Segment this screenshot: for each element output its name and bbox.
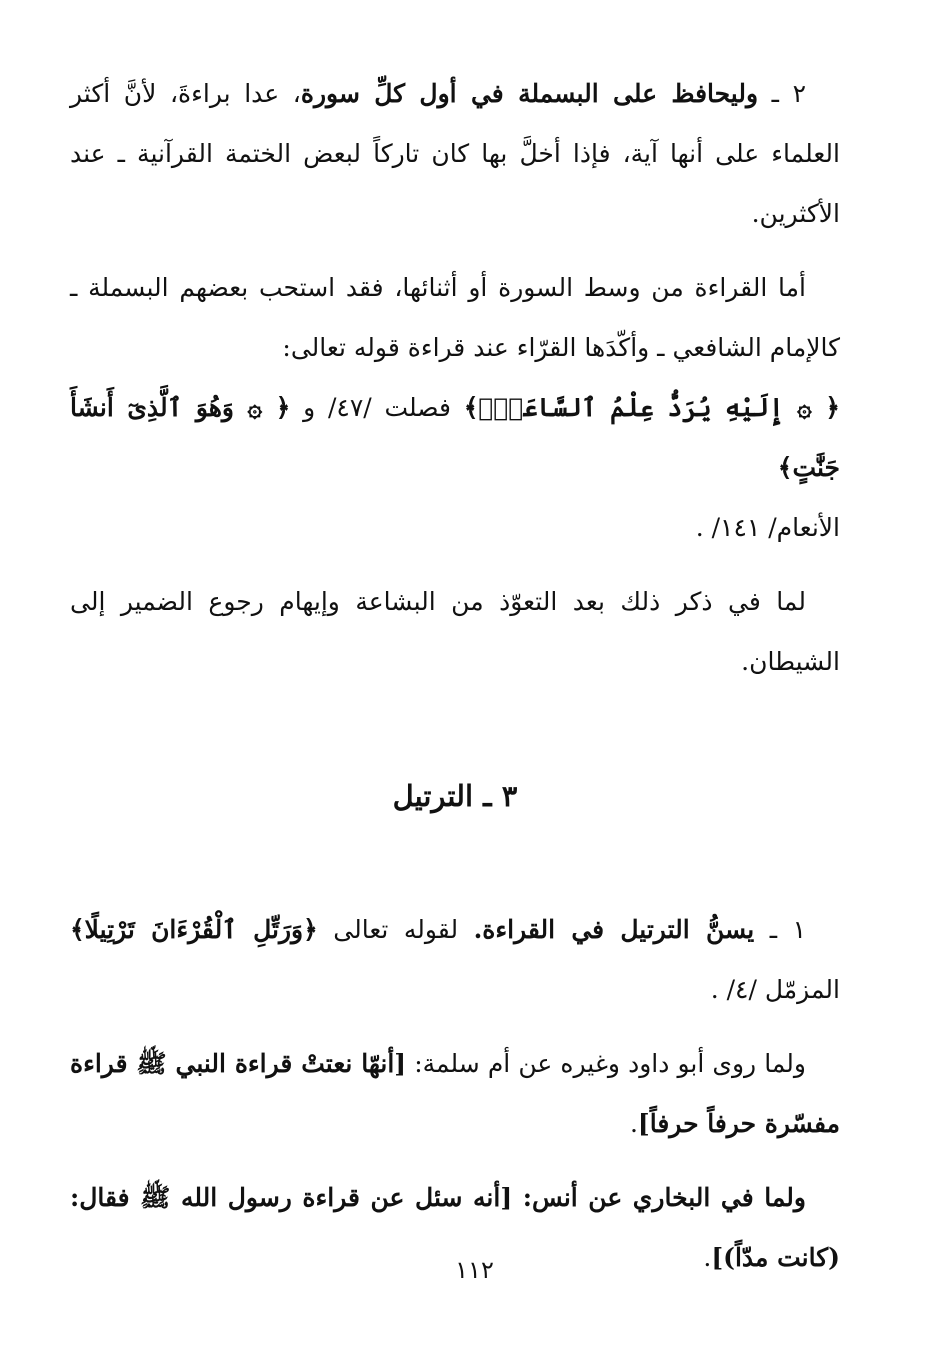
paragraph-text: لقوله تعالى bbox=[317, 915, 474, 944]
verse-reference-line bbox=[70, 498, 840, 558]
item-number: ١ ـ bbox=[754, 915, 806, 944]
paragraph-umm-salama bbox=[70, 1034, 840, 1154]
spacer bbox=[70, 558, 840, 572]
paragraph-middle-reading bbox=[70, 258, 840, 378]
punctuation: . bbox=[703, 1243, 712, 1272]
quran-verse-anam: ﴿ ۞ وَهُوَ ٱلَّذِىٓ أَنشَأَ جَنَّٰتٍ﴾ bbox=[70, 393, 840, 482]
spacer bbox=[70, 244, 840, 258]
verse-reference: فصلت /٤٧/ و bbox=[290, 393, 464, 422]
paragraph-text: أما القراءة من وسط السورة أو أثنائها، فقد استحب بعضهم البسملة ـ كالإمام الشافعي ـ وأكّدَها القرّاء عند قراءة قوله تعالى: bbox=[70, 273, 840, 362]
paragraph-basmala bbox=[70, 64, 840, 244]
bold-rule: يسنُّ الترتيل في القراءة. bbox=[473, 915, 755, 944]
page-body bbox=[70, 64, 840, 1288]
bold-rule: وليحافظ على البسملة في أول كلِّ سورة bbox=[300, 79, 759, 108]
spacer bbox=[70, 692, 840, 766]
hadith-quote: ولما في البخاري عن أنس: [أنه سئل عن قراءة رسول الله ﷺ فقال: (كانت مدّاً)] bbox=[70, 1183, 840, 1272]
hadith-quote: [أنهّا نعتتْ قراءة النبي ﷺ قراءة مفسّرة حرفاً حرفاً] bbox=[70, 1049, 840, 1138]
verse-reference: المزمّل /٤/ . bbox=[710, 975, 840, 1004]
spacer bbox=[70, 1020, 840, 1034]
paragraph-tarteel bbox=[70, 900, 840, 1020]
spacer bbox=[70, 826, 840, 900]
spacer bbox=[70, 1154, 840, 1168]
paragraph-text: ولما روى أبو داود وغيره عن أم سلمة: bbox=[406, 1049, 807, 1078]
verse-reference: الأنعام/ ١٤١/ . bbox=[695, 513, 840, 542]
paragraph-reason bbox=[70, 572, 840, 692]
quran-verse-fussilat: ﴿ ۞ إِلَيْهِ يُرَدُّ عِلْمُ ٱلسَّاعَةِۚ﴾ bbox=[463, 393, 841, 422]
paragraph-text: لما في ذكر ذلك بعد التعوّذ من البشاعة وإيهام رجوع الضمير إلى الشيطان. bbox=[70, 587, 840, 676]
paragraph-text: ، عدا براءةَ، لأنَّ أكثر العلماء على أنها آية، فإذا أخلَّ بها كان تاركاً لبعض الختمة القرآنية ـ عند الأكثرين. bbox=[70, 79, 840, 228]
verse-citation-line bbox=[70, 378, 840, 498]
page-number: ١١٢ bbox=[455, 1256, 494, 1284]
punctuation: . bbox=[629, 1109, 638, 1138]
section-heading: ٣ ـ الترتيل bbox=[392, 779, 518, 813]
quran-verse-muzzammil: ﴿وَرَتِّلِ ٱلْقُرْءَانَ تَرْتِيلًا﴾ bbox=[70, 915, 318, 944]
item-number: ٢ ـ bbox=[758, 79, 806, 108]
